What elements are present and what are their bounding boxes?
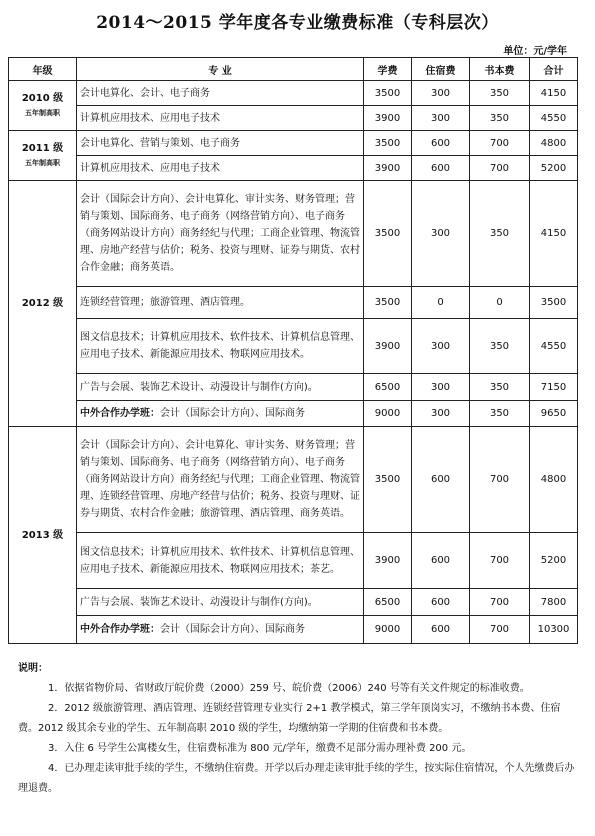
books-cell: 350 [470,401,530,427]
grade-cell [9,81,77,106]
major-text: 图文信息技术；计算机应用技术、软件技术、计算机信息管理、应用电子技术、新能源应用技术、物联网应用技术；茶艺。 [80,546,360,575]
major-text: 会计电算化、营销与策划、电子商务 [80,137,240,149]
books-cell: 700 [470,427,530,533]
total-cell: 5200 [530,156,578,181]
total-cell: 4550 [530,319,578,374]
tuition-cell: 3500 [364,427,412,533]
total-cell: 5200 [530,533,578,589]
table-row [9,156,578,181]
header-total: 合计 [530,58,578,81]
major-cell [77,81,364,106]
dorm-cell: 300 [412,181,470,287]
tuition-cell: 9000 [364,401,412,427]
tuition-cell: 3900 [364,106,412,131]
grade-cell [9,106,77,131]
major-text: 计算机应用技术、应用电子技术 [80,162,220,174]
grade-cell: 2013 级 [9,427,77,644]
tuition-cell: 3500 [364,131,412,156]
header-grade: 年级 [9,58,77,81]
tuition-cell: 3900 [364,533,412,589]
books-cell: 350 [470,81,530,106]
table-row [9,427,578,533]
major-cell [77,533,364,589]
dorm-cell: 300 [412,319,470,374]
major-text: 图文信息技术；计算机应用技术、软件技术、计算机信息管理、应用电子技术、新能源应用技术、物联网应用技术。 [80,332,360,360]
books-cell: 700 [470,131,530,156]
dorm-cell: 300 [412,106,470,131]
major-cell [77,287,364,319]
note-item: 2．2012 级旅游管理、酒店管理、连锁经营管理专业实行 2+1 教学模式，第三学年顶岗实习，不缴纳书本费、住宿费。2012 级其余专业的学生、五年制高职 2010 级的学生，均缴纳第一学期的住宿费和书本费。 [18,703,561,734]
books-cell: 350 [470,319,530,374]
major-cell [77,616,364,644]
books-cell: 700 [470,616,530,644]
page-title: 2014～2015 学年度各专业缴费标准（专科层次） [96,13,499,33]
dorm-cell: 600 [412,589,470,616]
header-books: 书本费 [470,58,530,81]
table-row [9,287,578,319]
dorm-cell: 0 [412,287,470,319]
books-cell: 350 [470,374,530,401]
table-row [9,131,578,156]
total-cell: 4150 [530,81,578,106]
major-text: 会计（国际会计方向）、国际商务 [160,408,305,419]
total-cell: 9650 [530,401,578,427]
major-text: 会计（国际会计方向）、会计电算化、审计实务、财务管理；营销与策划、国际商务、电子商务（网络营销方向）、电子商务（商务网站设计方向）商务经纪与代理；工商企业管理、物流管理、房地产经营与估价；税务、投资与理财、证券与期货、农村合作金融；商务英语。 [80,194,360,273]
major-text: 会计（国际会计方向）、国际商务 [160,624,305,635]
tuition-cell: 3900 [364,319,412,374]
table-header-row [9,58,578,81]
major-cell [77,427,364,533]
dorm-cell: 600 [412,616,470,644]
header-tuition: 学费 [364,58,412,81]
notes-section [18,659,578,799]
tuition-cell: 3500 [364,181,412,287]
table-row [9,401,578,427]
books-cell: 350 [470,106,530,131]
grade-cell [9,131,77,156]
grade-cell [9,156,77,181]
dorm-cell: 600 [412,131,470,156]
books-cell: 700 [470,589,530,616]
dorm-cell: 300 [412,81,470,106]
total-cell: 10300 [530,616,578,644]
table-row [9,81,578,106]
major-cell [77,319,364,374]
major-cell [77,131,364,156]
table-body [9,81,578,644]
books-cell: 700 [470,533,530,589]
total-cell: 4800 [530,427,578,533]
table-row [9,106,578,131]
major-bold-label: 中外合作办学班： [80,624,160,635]
major-cell [77,106,364,131]
grade-sublabel: 五年制高职 [25,108,60,117]
header-dorm: 住宿费 [412,58,470,81]
total-cell: 4150 [530,181,578,287]
total-cell: 4800 [530,131,578,156]
table-row [9,533,578,589]
major-text: 计算机应用技术、应用电子技术 [80,112,220,124]
dorm-cell: 300 [412,374,470,401]
grade-label: 2011 级 [21,142,64,154]
major-text: 会计电算化、会计、电子商务 [80,87,210,99]
note-item: 1．依据省物价局、省财政厅皖价费（2000）259 号、皖价费（2006）240 号等有关文件规定的标准收费。 [48,683,530,694]
note-item: 4．已办理走读审批手续的学生，不缴纳住宿费。开学以后办理走读审批手续的学生，按实际住宿情况，个人先缴费后办理退费。 [18,763,575,794]
grade-cell: 2012 级 [9,181,77,427]
dorm-cell: 300 [412,401,470,427]
books-cell: 350 [470,181,530,287]
notes-label: 说明： [18,663,48,674]
note-item: 3．入住 6 号学生公寓楼女生，住宿费标准为 800 元/学年，缴费不足部分需办理补费 200 元。 [48,743,472,754]
major-cell [77,156,364,181]
books-cell: 0 [470,287,530,319]
major-cell [77,181,364,287]
dorm-cell: 600 [412,427,470,533]
unit-label: 单位：元/学年 [503,46,567,57]
major-bold-label: 中外合作办学班： [80,408,160,419]
total-cell: 3500 [530,287,578,319]
dorm-cell: 600 [412,533,470,589]
major-cell [77,401,364,427]
major-cell [77,374,364,401]
major-text: 连锁经营管理；旅游管理、酒店管理。 [80,297,250,308]
header-major: 专 业 [77,58,364,81]
table-row [9,181,578,287]
dorm-cell: 600 [412,156,470,181]
table-row [9,319,578,374]
grade-label: 2010 级 [21,92,64,104]
major-cell [77,589,364,616]
total-cell: 7800 [530,589,578,616]
grade-sublabel: 五年制高职 [25,158,60,167]
tuition-cell: 9000 [364,616,412,644]
tuition-cell: 3500 [364,81,412,106]
major-text: 会计（国际会计方向）、会计电算化、审计实务、财务管理；营销与策划、国际商务、电子商务（网络营销方向）、电子商务（商务网站设计方向）商务经纪与代理；工商企业管理、物流管理、连锁经营管理、房地产经营与估价；税务、投资与理财、证券与期货、农村合作金融；旅游管理、酒店管理、商务英语。 [80,440,360,519]
tuition-cell: 6500 [364,589,412,616]
table-row [9,616,578,644]
fee-table [8,57,578,644]
table-row [9,374,578,401]
total-cell: 4550 [530,106,578,131]
major-text: 广告与会展、装饰艺术设计、动漫设计与制作(方向)。 [80,381,318,393]
total-cell: 7150 [530,374,578,401]
table-row [9,589,578,616]
tuition-cell: 3500 [364,287,412,319]
tuition-cell: 6500 [364,374,412,401]
tuition-cell: 3900 [364,156,412,181]
books-cell: 700 [470,156,530,181]
major-text: 广告与会展、装饰艺术设计、动漫设计与制作(方向)。 [80,596,318,608]
